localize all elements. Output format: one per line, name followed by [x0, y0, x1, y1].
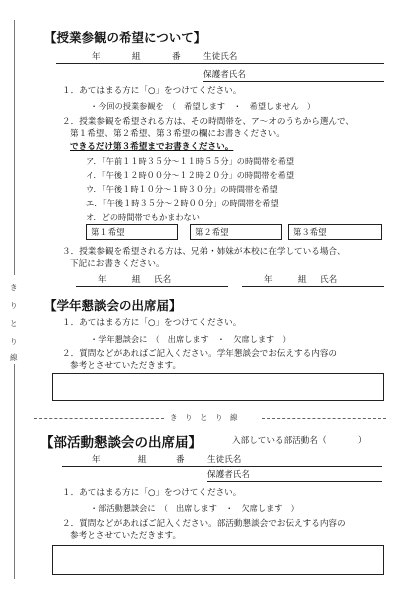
club-number-label: 番	[176, 455, 185, 465]
sibling-2-underline[interactable]	[242, 286, 384, 287]
student-name-label: 生徒氏名	[203, 52, 238, 62]
grade-meeting-comment-box[interactable]	[52, 373, 384, 401]
grade-meeting-section-title: 【学年懇談会の出席届】	[44, 298, 182, 313]
student-info-underline[interactable]	[56, 63, 384, 64]
lesson-attendance-options[interactable]: ・今回の授業参観を （ 希望します ・ 希望しません ）	[90, 101, 316, 111]
sibling-1-year-label: 年	[98, 275, 107, 285]
third-preference-label: 第３希望	[293, 227, 327, 237]
club-meeting-question-2-line2: 参考とさせていただきます。	[70, 531, 182, 541]
second-preference-label: 第２希望	[195, 227, 229, 237]
first-preference-label: 第１希望	[91, 227, 125, 237]
year-label: 年	[92, 52, 101, 62]
number-label: 番	[172, 52, 181, 62]
lesson-question-3-line1: ３．授業参観を希望される方は、兄弟・姉妹が本校に在学している場合、	[62, 247, 346, 257]
lesson-question-2-line1: ２．授業参観を希望される方は、その時間帯を、ア～オのうちから選んで、	[62, 117, 355, 127]
lesson-question-1: １．あてはまる方に「○」をつけてください。	[62, 86, 242, 96]
club-year-label: 年	[92, 455, 101, 465]
time-option-a: ア．「午前１１時３５分～１１時５５分」の時間帯を希望	[86, 156, 295, 166]
vertical-cut-label-char: 線	[10, 353, 18, 362]
horizontal-cut-line-right	[262, 418, 386, 419]
grade-meeting-attendance-options[interactable]: ・学年懇談会に （ 出席します ・ 欠席します ）	[90, 334, 291, 344]
vertical-cut-line-bottom	[14, 364, 15, 579]
vertical-cut-label-char: と	[10, 319, 18, 328]
sibling-1-class-label: 組	[132, 275, 141, 285]
time-option-u: ウ．「午後１時１０分～１時３０分」の時間帯を希望	[86, 184, 278, 194]
grade-meeting-question-2-line1: ２．質問などがあればご記入ください。学年懇談会でお伝えする内容の	[62, 349, 338, 359]
horizontal-cut-label: き り と り 線	[170, 413, 238, 422]
first-preference-box[interactable]	[86, 224, 178, 240]
grade-meeting-question-1: １．あてはまる方に「○」をつけてください。	[62, 318, 242, 328]
third-preference-box[interactable]	[288, 224, 382, 240]
club-name-label: 入部している部活動名（	[232, 436, 327, 446]
guardian-name-underline[interactable]	[203, 81, 384, 82]
club-meeting-question-1: １．あてはまる方に「○」をつけてください。	[62, 488, 242, 498]
vertical-cut-line-top	[14, 20, 15, 275]
sibling-2-name-label: 氏名	[320, 275, 338, 285]
sibling-1-name-label: 氏名	[154, 275, 172, 285]
lesson-section-title: 【授業参観の希望について】	[44, 30, 207, 45]
club-meeting-section-title: 【部活動懇談会の出席届】	[40, 435, 202, 451]
time-option-i: イ．「午後１２時００分～１２時２０分」の時間帯を希望	[86, 170, 295, 180]
vertical-cut-label-char: り	[10, 301, 18, 310]
club-guardian-name-label: 保護者氏名	[207, 470, 250, 480]
sibling-2-class-label: 組	[298, 275, 307, 285]
lesson-question-2-line2: 第１希望、第２希望、第３希望の欄にお書きください。	[70, 129, 285, 139]
lesson-question-3-line2: 下記にお書きください。	[70, 259, 165, 269]
class-label: 組	[132, 52, 141, 62]
sibling-1-underline[interactable]	[76, 286, 228, 287]
horizontal-cut-line-left	[34, 418, 164, 419]
club-meeting-question-2-line1: ２．質問などがあればご記入ください。部活動懇談会でお伝えする内容の	[62, 519, 346, 529]
time-option-e: エ．「午後１時３５分～２時００分」の時間帯を希望	[86, 198, 279, 208]
vertical-cut-label-char: き	[10, 283, 18, 292]
club-class-label: 組	[138, 455, 147, 465]
club-guardian-name-underline[interactable]	[207, 481, 382, 482]
lesson-question-2-note: できるだけ第３希望までお書きください。	[70, 142, 234, 152]
second-preference-box[interactable]	[190, 224, 282, 240]
club-name-close: ）	[358, 436, 367, 446]
guardian-name-label: 保護者氏名	[203, 70, 246, 80]
sibling-2-year-label: 年	[264, 275, 273, 285]
club-name-field[interactable]	[332, 435, 356, 447]
vertical-cut-label-char: り	[10, 337, 18, 346]
club-meeting-attendance-options[interactable]: ・部活動懇談会に （ 出席します ・ 欠席します ）	[90, 503, 299, 513]
club-student-info-underline[interactable]	[62, 466, 382, 467]
club-student-name-label: 生徒氏名	[207, 455, 242, 465]
club-meeting-comment-box[interactable]	[52, 545, 384, 575]
time-option-o: オ．どの時間帯でもかまわない	[86, 212, 200, 222]
grade-meeting-question-2-line2: 参考とさせていただきます。	[70, 361, 182, 371]
